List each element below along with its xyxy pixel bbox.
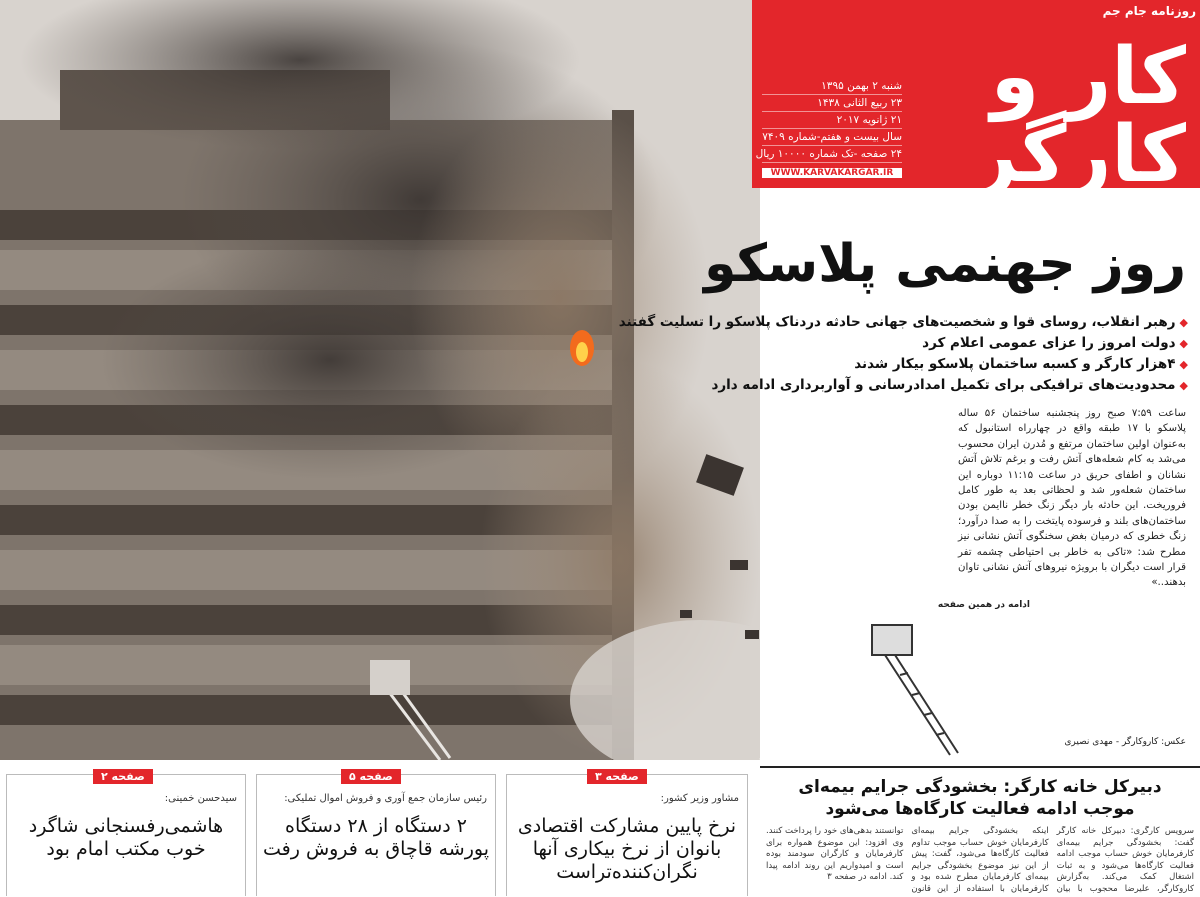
page-tag: صفحه ۳ — [587, 769, 647, 784]
issue-date-hijri: ۲۳ ربیع الثانی ۱۴۳۸ — [762, 95, 902, 112]
teaser-kicker: رئیس سازمان جمع آوری و فروش اموال تملیکی: — [284, 793, 487, 804]
main-article-body: ساعت ۷:۵۹ صبح روز پنجشنبه ساختمان ۵۶ ساله پلاسکو با ۱۷ طبقه واقع در چهارراه استانبول که به‌عنوان اولین ساختمان مرتفع و مُدرن ایران محسوب می‌شد به کام شعله‌های آتش رفت و برغم تلاش آتش نشانان و اطفای حریق در ساعت ۱۱:۱۵ دوباره این ساختمان شعله‌ور شد و لحظاتی بعد به طور کامل فروریخت. این حادثه بار دیگر زنگ خطر ناایمن بودن ساختمان‌های بلند و فرسوده پایتخت را به صدا درآورد؛ زنگ خطری که درمیان بغض سخنگوی آتش نشانی نیز مطرح شد: «تاکی به خاطر بی احتیاطی چشمه تفر قرار است دیگران با برویژه نیروهای آتش نشانی تاوان بدهند..» — [958, 408, 1186, 589]
bullet-item — [688, 375, 1188, 396]
lead-story-title: دبیرکل خانه کارگر: بخشودگی جرایم بیمه‌ای موجب ادامه فعالیت کارگاه‌ها می‌شود — [798, 777, 1162, 819]
main-headline: روز جهنمی پلاسکو — [704, 234, 1186, 294]
issue-price: ۲۴ صفحه -تک شماره ۱۰۰۰۰ ریال — [762, 146, 902, 163]
masthead — [752, 0, 1200, 200]
bullet-item — [688, 354, 1188, 375]
issue-number: سال بیست و هفتم-شماره ۷۴۰۹ — [762, 129, 902, 146]
bullet-item — [618, 312, 1188, 333]
lead-story[interactable] — [760, 766, 1200, 897]
bullet-text: رهبر انقلاب، روسای قوا و شخصیت‌های جهانی حادثه دردناک پلاسکو را تسلیت گفتند — [618, 314, 1176, 330]
issue-info — [755, 78, 902, 163]
lead-story-body: سرویس کارگری: دبیرکل خانه کارگر گفت: بخشودگی جرایم بیمه‌ای کارفرمایان خوش حساب موجب ادامه فعالیت کارگاه‌ها می‌شود و به ثبات اشتغال کمک می‌کند. به‌گزارش کاروکارگر، علیرضا محجوب با بیان اینکه بخشودگی جرایم بیمه‌ای کارفرمایان خوش حساب موجب تداوم فعالیت کارگاه‌ها می‌شود، گفت: پیش از این نیز موضوع بخشودگی جرایم بیمه‌ای کارفرمایان مطرح شده بود و کارفرمایان با استفاده از این قانون توانستند بدهی‌های خود را پرداخت کنند. وی افزود: این موضوع همواره برای کارفرمایان و کارگران سودمند بوده است و امیدواریم این روند ادامه پیدا کند. ادامه در صفحه ۳ — [766, 826, 1194, 894]
bullet-diamond-icon: ◆ — [1179, 379, 1188, 392]
continue-link[interactable]: ادامه در همین صفحه — [937, 600, 1030, 610]
website-link[interactable]: WWW.KARVAKARGAR.IR — [762, 168, 902, 178]
teaser-headline: هاشمی‌رفسنجانی شاگرد خوب مکتب امام بود — [28, 815, 224, 860]
teaser-box-page-5[interactable] — [256, 770, 496, 896]
teaser-headline: ۲ دستگاه از ۲۸ دستگاه پورشه قاچاق به فروش رفت — [262, 815, 489, 860]
photo-caption: عکس: کاروکارگر - مهدی نصیری — [1064, 737, 1186, 747]
teaser-box-page-3[interactable] — [506, 770, 748, 896]
bullet-text: ۴هزار کارگر و کسبه ساختمان پلاسکو بیکار شدند — [854, 356, 1176, 372]
bullet-text: دولت امروز را عزای عمومی اعلام کرد — [922, 335, 1176, 351]
teaser-headline: نرخ پایین مشارکت اقتصادی بانوان از نرخ بیکاری آنها نگران‌کننده‌تراست — [517, 815, 737, 883]
ladder-truck-illustration — [860, 615, 960, 765]
teaser-kicker: سیدحسن خمینی: — [164, 793, 237, 804]
teaser-kicker: مشاور وزیر کشور: — [660, 793, 739, 804]
page-tag: صفحه ۲ — [93, 769, 153, 784]
issue-date-persian: شنبه ۲ بهمن ۱۳۹۵ — [762, 78, 902, 95]
teaser-box-page-2[interactable] — [6, 770, 246, 896]
newspaper-logo: کار و کارگر — [972, 32, 1186, 200]
bullet-diamond-icon: ◆ — [1179, 337, 1188, 350]
bullet-item — [688, 333, 1188, 354]
headline-bullets — [618, 312, 1188, 396]
issue-date-gregorian: ۲۱ ژانویه ۲۰۱۷ — [762, 112, 902, 129]
partner-badge: روزنامه جام جم — [1102, 4, 1196, 18]
bullet-text: محدودیت‌های ترافیکی برای تکمیل امدادرسانی و آواربرداری ادامه دارد — [711, 377, 1176, 393]
bullet-diamond-icon: ◆ — [1179, 358, 1188, 371]
page-tag: صفحه ۵ — [341, 769, 401, 784]
bullet-diamond-icon: ◆ — [1179, 316, 1188, 329]
